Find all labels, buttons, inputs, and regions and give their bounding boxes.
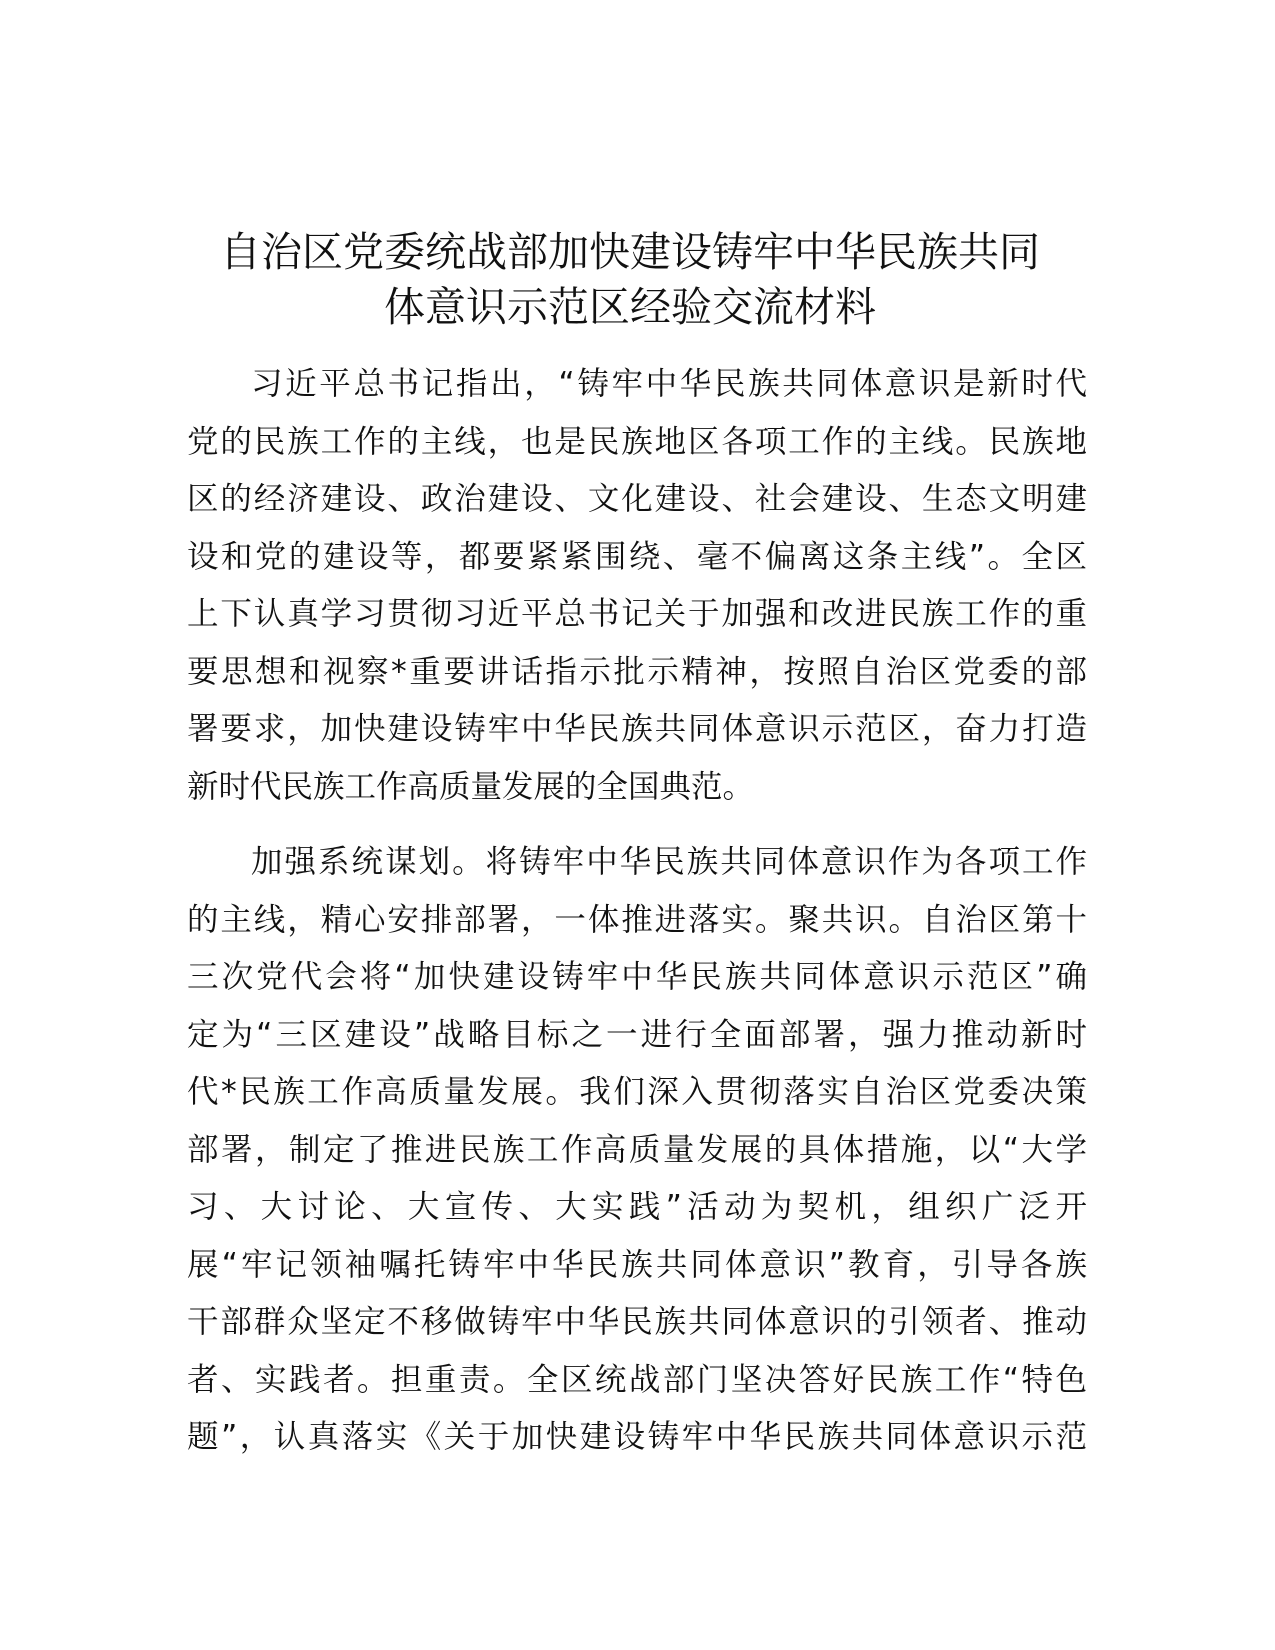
paragraph-2 — [187, 834, 1087, 1467]
paragraph-line: 要思想和视察*重要讲话指示批示精神，按照自治区党委的部 — [187, 653, 1087, 690]
paragraph-line: 新时代民族工作高质量发展的全国典范。 — [187, 768, 755, 805]
paragraph-line: 习、大讨论、大宣传、大实践”活动为契机，组织广泛开 — [187, 1189, 1087, 1225]
paragraph-1 — [187, 356, 1087, 816]
paragraph-line: 题”，认真落实《关于加快建设铸牢中华民族共同体意识示范 — [187, 1419, 1087, 1455]
paragraph-line: 区的经济建设、政治建设、文化建设、社会建设、生态文明建 — [187, 481, 1087, 517]
paragraph-line: 展“牢记领袖嘱托铸牢中华民族共同体意识”教育，引导各族 — [187, 1246, 1087, 1283]
paragraph-line: 者、实践者。担重责。全区统战部门坚决答好民族工作“特色 — [187, 1361, 1087, 1398]
paragraph-line: 部署，制定了推进民族工作高质量发展的具体措施，以“大学 — [187, 1131, 1087, 1168]
paragraph-line: 代*民族工作高质量发展。我们深入贯彻落实自治区党委决策 — [187, 1074, 1087, 1110]
title-line-1: 自治区党委统战部加快建设铸牢中华民族共同 — [220, 228, 1040, 276]
paragraph-line: 署要求，加快建设铸牢中华民族共同体意识示范区，奋力打造 — [187, 711, 1087, 747]
paragraph-line: 设和党的建设等，都要紧紧围绕、毫不偏离这条主线”。全区 — [187, 538, 1087, 575]
document-title — [150, 225, 1110, 335]
paragraph-line: 定为“三区建设”战略目标之一进行全面部署，强力推动新时 — [187, 1016, 1087, 1053]
paragraph-line: 党的民族工作的主线，也是民族地区各项工作的主线。民族地 — [187, 423, 1087, 460]
title-line-2: 体意识示范区经验交流材料 — [384, 283, 876, 331]
paragraph-line: 的主线，精心安排部署，一体推进落实。聚共识。自治区第十 — [187, 901, 1087, 938]
paragraph-line: 上下认真学习贯彻习近平总书记关于加强和改进民族工作的重 — [187, 596, 1087, 632]
document-body — [187, 356, 1087, 1485]
paragraph-line: 习近平总书记指出，“铸牢中华民族共同体意识是新时代 — [251, 366, 1087, 402]
paragraph-line: 三次党代会将“加快建设铸牢中华民族共同体意识示范区”确 — [187, 959, 1087, 995]
paragraph-line: 加强系统谋划。将铸牢中华民族共同体意识作为各项工作 — [251, 844, 1087, 880]
paragraph-line: 干部群众坚定不移做铸牢中华民族共同体意识的引领者、推动 — [187, 1304, 1087, 1340]
